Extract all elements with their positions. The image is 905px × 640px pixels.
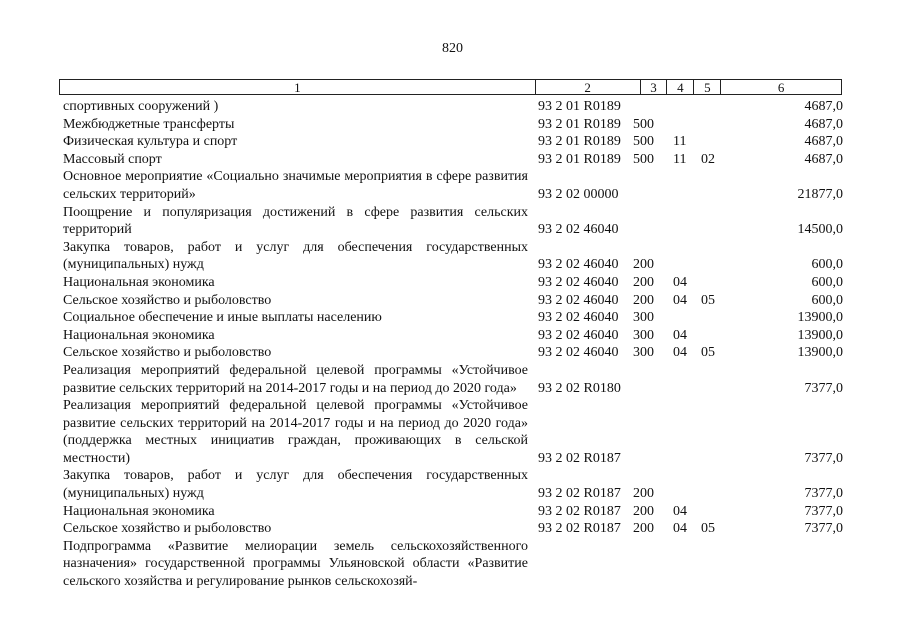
row-name: Национальная экономика [63, 327, 215, 343]
cell-amount: 14500,0 [797, 222, 843, 238]
cell-amount: 7377,0 [804, 503, 843, 519]
row-values [538, 98, 843, 116]
row-name: Реализация мероприятий федеральной целевой программы «Устойчивое развитие сельских территорий на 2014-2017 годы и на период до 2020 года» (поддержка местных инициатив граждан, проживающих в сельской местности) [63, 398, 528, 466]
cell-code: 93 2 01 R0189 [538, 134, 621, 150]
cell-amount: 600,0 [811, 257, 843, 273]
cell-amount: 4687,0 [804, 151, 843, 167]
row-values [538, 133, 843, 151]
cell-expense-type: 200 [633, 292, 654, 308]
row-name: Межбюджетные трансферты [63, 116, 235, 132]
cell-section: 04 [673, 503, 687, 519]
row-name: Основное мероприятие «Социально значимые мероприятия в сфере развития сельских территорий» [63, 169, 528, 202]
cell-code: 93 2 01 R0189 [538, 151, 621, 167]
cell-expense-type: 200 [633, 521, 654, 537]
table-row [63, 274, 843, 292]
cell-section: 04 [673, 521, 687, 537]
cell-expense-type: 300 [633, 345, 654, 361]
cell-amount: 21877,0 [797, 186, 843, 202]
table-row [63, 362, 843, 397]
row-name: Массовый спорт [63, 151, 162, 167]
cell-amount: 7377,0 [804, 521, 843, 537]
cell-expense-type: 200 [633, 274, 654, 290]
row-name: Социальное обеспечение и иные выплаты населению [63, 310, 382, 326]
row-values [538, 186, 843, 204]
cell-code: 93 2 02 46040 [538, 310, 619, 326]
table-row [63, 397, 843, 467]
row-name: Национальная экономика [63, 503, 215, 519]
header-col-2: 2 [536, 80, 641, 94]
table-row [63, 467, 843, 502]
cell-amount: 4687,0 [804, 134, 843, 150]
row-values [538, 116, 843, 134]
cell-code: 93 2 02 46040 [538, 345, 619, 361]
cell-code: 93 2 02 00000 [538, 186, 619, 202]
cell-code: 93 2 02 46040 [538, 327, 619, 343]
row-name: Поощрение и популяризация достижений в сфере развития сельских территорий [63, 204, 528, 238]
cell-amount: 600,0 [811, 292, 843, 308]
cell-code: 93 2 02 46040 [538, 292, 619, 308]
cell-section: 04 [673, 345, 687, 361]
row-values [538, 573, 843, 591]
cell-amount: 600,0 [811, 274, 843, 290]
row-name: Физическая культура и спорт [63, 134, 238, 150]
table-row [63, 204, 843, 239]
cell-expense-type: 300 [633, 327, 654, 343]
cell-section: 04 [673, 274, 687, 290]
row-name: Национальная экономика [63, 274, 215, 290]
cell-amount: 4687,0 [804, 99, 843, 114]
row-values [538, 503, 843, 521]
row-name: Подпрограмма «Развитие мелиорации земель сельскохозяйственного назначения» государственной программы Ульяновской области «Развитие сельского хозяйства и регулирование рынков сельскохозяй- [63, 538, 528, 590]
table-row [63, 151, 843, 169]
cell-subsection: 05 [701, 345, 715, 361]
row-values [538, 450, 843, 468]
cell-expense-type: 200 [633, 486, 654, 502]
table-row [63, 239, 843, 274]
row-values [538, 292, 843, 310]
header-col-4: 4 [667, 80, 694, 94]
row-values [538, 221, 843, 239]
table-row [63, 309, 843, 327]
cell-section: 04 [673, 292, 687, 308]
cell-section: 04 [673, 327, 687, 343]
cell-expense-type: 300 [633, 310, 654, 326]
cell-expense-type: 200 [633, 503, 654, 519]
cell-expense-type: 500 [633, 116, 654, 132]
cell-expense-type: 500 [633, 134, 654, 150]
row-values [538, 309, 843, 327]
table-row [63, 538, 843, 591]
cell-amount: 13900,0 [797, 327, 843, 343]
cell-code: 93 2 02 R0187 [538, 450, 621, 466]
table-row [63, 344, 843, 362]
cell-section: 11 [673, 134, 687, 150]
header-col-1: 1 [60, 80, 536, 94]
cell-amount: 4687,0 [804, 116, 843, 132]
row-name: Реализация мероприятий федеральной целевой программы «Устойчивое развитие сельских территорий на 2014-2017 годы и на период до 2020 года» [63, 362, 528, 396]
row-name: Закупка товаров, работ и услуг для обеспечения государственных (муниципальных) нужд [63, 239, 528, 273]
row-values [538, 256, 843, 274]
cell-code: 93 2 02 46040 [538, 222, 619, 238]
row-values [538, 274, 843, 292]
header-col-5: 5 [694, 80, 721, 94]
page-number: 820 [442, 41, 463, 56]
header-col-6: 6 [777, 80, 785, 95]
cell-section: 11 [673, 151, 687, 167]
cell-code: 93 2 02 R0180 [538, 380, 621, 396]
table-body [63, 98, 843, 591]
cell-amount: 13900,0 [797, 310, 843, 326]
cell-amount: 13900,0 [797, 345, 843, 361]
table-row [63, 292, 843, 310]
cell-subsection: 05 [701, 521, 715, 537]
row-name: Сельское хозяйство и рыболовство [63, 345, 272, 361]
cell-subsection: 05 [701, 292, 715, 308]
header-col-3: 3 [641, 80, 668, 94]
row-values [538, 327, 843, 345]
cell-code: 93 2 02 R0187 [538, 503, 621, 519]
row-name: Сельское хозяйство и рыболовство [63, 521, 272, 537]
cell-code: 93 2 02 R0187 [538, 486, 621, 502]
row-name: Закупка товаров, работ и услуг для обеспечения государственных (муниципальных) нужд [63, 468, 528, 502]
row-name: Сельское хозяйство и рыболовство [63, 292, 272, 308]
table-header [59, 79, 842, 95]
cell-amount: 7377,0 [804, 486, 843, 502]
table-row [63, 98, 843, 116]
row-values [538, 520, 843, 538]
cell-code: 93 2 01 R0189 [538, 99, 621, 114]
cell-amount: 7377,0 [804, 450, 843, 466]
cell-code: 93 2 02 46040 [538, 257, 619, 273]
cell-subsection: 02 [701, 151, 715, 167]
cell-code: 93 2 01 R0189 [538, 116, 621, 132]
cell-expense-type: 200 [633, 257, 654, 273]
row-values [538, 485, 843, 503]
table-row [63, 327, 843, 345]
row-values [538, 344, 843, 362]
table-row [63, 168, 843, 203]
cell-expense-type: 500 [633, 151, 654, 167]
row-name: спортивных сооружений ) [63, 99, 219, 114]
cell-code: 93 2 02 R0187 [538, 521, 621, 537]
cell-amount: 7377,0 [804, 380, 843, 396]
table-row [63, 116, 843, 134]
row-values [538, 151, 843, 169]
table-row [63, 520, 843, 538]
table-row [63, 133, 843, 151]
cell-code: 93 2 02 46040 [538, 274, 619, 290]
row-values [538, 380, 843, 398]
table-row [63, 503, 843, 521]
